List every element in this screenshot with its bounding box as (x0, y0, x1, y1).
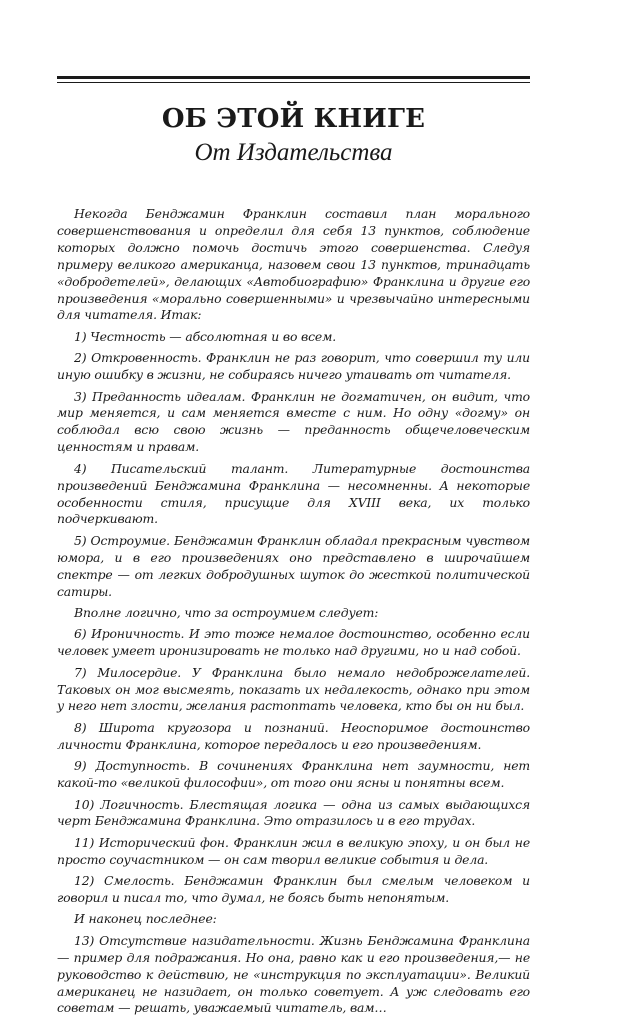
list-item-6: 6) Ироничность. И это тоже немалое достоинство, особенно если человек умеет иронизировать не только над другими, но и над собой. (57, 626, 530, 659)
list-item-5: 5) Остроумие. Бенджамин Франклин обладал прекрасным чувством юмора, и в его произведениях оно представлено в широчайшем спектре — от легких добродушных шуток до жесткой политической сатиры. (57, 532, 530, 599)
list-item-8: 8) Широта кругозора и познаний. Неоспоримое достоинство личности Франклина, которое передалось и его произведениям. (57, 719, 530, 752)
page-subtitle: От Издательства (194, 139, 393, 166)
list-item-11: 11) Исторический фон. Франклин жил в великую эпоху, и он был не просто соучастником — он сам творил великие события и дела. (57, 834, 530, 867)
list-item-7: 7) Милосердие. У Франклина было немало недоброжелателей. Таковых он мог высмеять, показать их недалекость, однако при этом у него нет злости, желания растоптать человека, кто бы он ни был. (57, 664, 530, 714)
body-text (57, 206, 530, 1017)
transition-paragraph-2: И наконец последнее: (74, 911, 217, 927)
header-rule-thin (57, 82, 530, 83)
header-rule-thick (57, 76, 530, 79)
list-item-3: 3) Преданность идеалам. Франклин не догматичен, он видит, что мир меняется, и сам меняется вместе с ним. Но одну «догму» он соблюдал всю свою жизнь — преданность общечеловеческим ценностям и правам. (57, 388, 530, 455)
list-item-13: 13) Отсутствие назидательности. Жизнь Бенджамина Франклина — пример для подражания. Но она, равно как и его произведения,— не руководство к действию, не «инструкция по эксплуатации». Великий американец не назидает, он только советует. А уж следовать его советам — решать, уважаемый читатель, вам… (57, 932, 530, 1016)
page-title: ОБ ЭТОЙ КНИГЕ (161, 104, 426, 134)
list-item-10: 10) Логичность. Блестящая логика — одна из самых выдающихся черт Бенджамина Франклина. Это отразилось и в его трудах. (57, 796, 530, 829)
list-item-2: 2) Откровенность. Франклин не раз говорит, что совершил ту или иную ошибку в жизни, не собираясь ничего утаивать от читателя. (57, 350, 530, 383)
list-item-9: 9) Доступность. В сочинениях Франклина нет заумности, нет какой-то «великой философии», от того они ясны и понятны всем. (57, 758, 530, 791)
page (57, 76, 530, 1022)
list-item-1: 1) Честность — абсолютная и во всем. (74, 328, 336, 344)
list-item-4: 4) Писательский талант. Литературные достоинства произведений Бенджамина Франклина — несомненны. А некоторые особенности стиля, присущие для XVIII века, их только подчеркивают. (57, 460, 530, 527)
transition-paragraph-1: Вполне логично, что за остроумием следует: (74, 604, 379, 620)
intro-paragraph: Некогда Бенджамин Франклин составил план морального совершенствования и определил для себя 13 пунктов, соблюдение которых должно помочь достичь этого совершенства. Следуя примеру великого американца, назовем свои 13 пунктов, тринадцать «добродетелей», делающих «Автобиографию» Франклина и другие его произведения «морально совершенными» и чрезвычайно интересными для читателя. Итак: (57, 206, 530, 323)
list-item-12: 12) Смелость. Бенджамин Франклин был смелым человеком и говорил и писал то, что думал, не боясь быть непонятым. (57, 873, 530, 906)
